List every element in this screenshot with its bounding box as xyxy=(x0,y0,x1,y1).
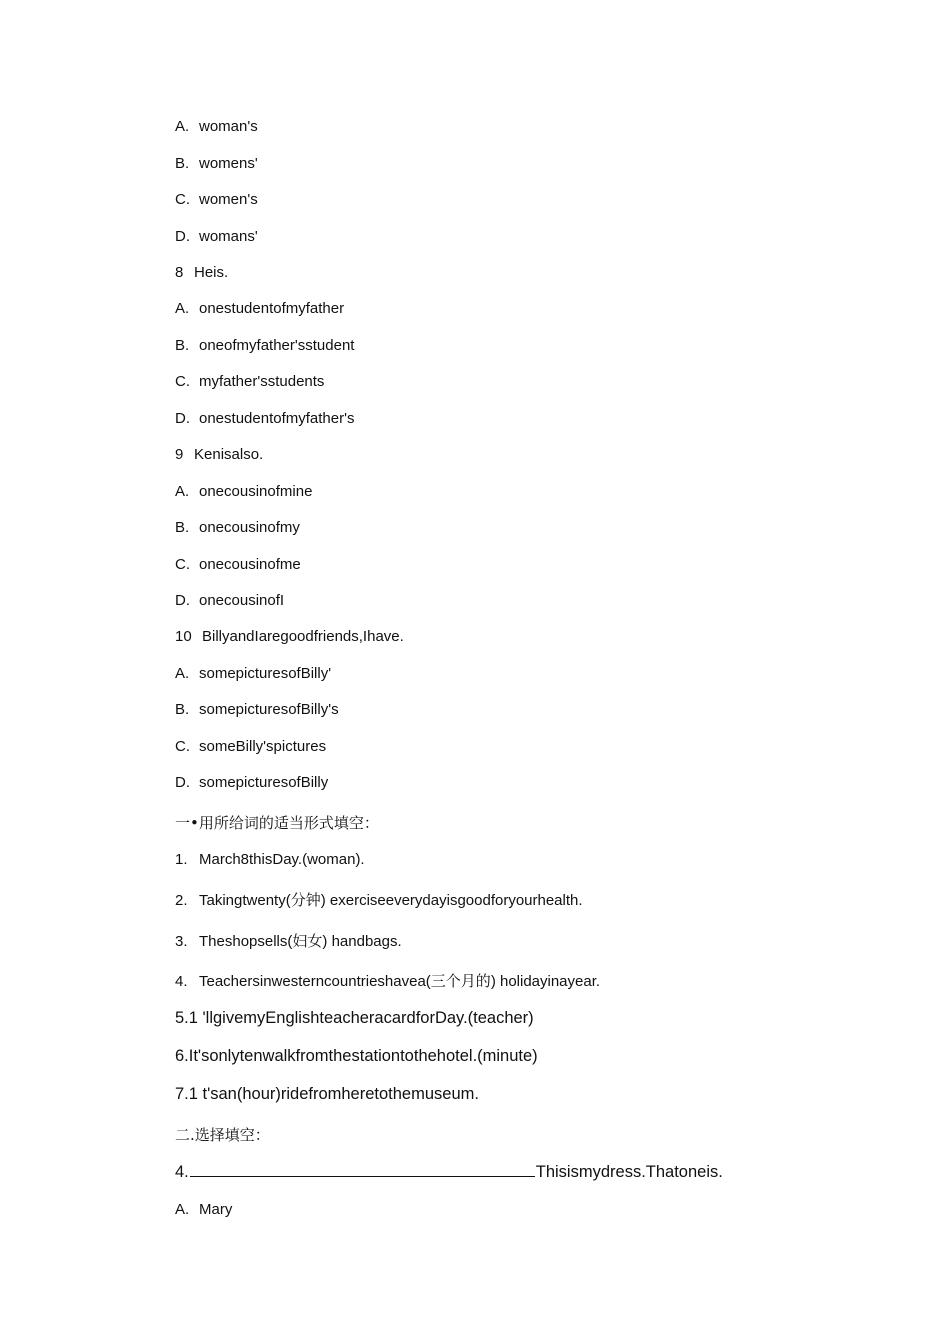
q10-option-b xyxy=(175,701,339,719)
q8-option-d xyxy=(175,410,354,428)
section1-item-5: 5.1 'llgivemyEnglishteacheracardforDay.(teacher) xyxy=(175,1009,534,1027)
item-text-post: ) handbags. xyxy=(322,933,402,950)
section1-item-6: 6.It'sonlytenwalkfromthestationtothehotel.(minute) xyxy=(175,1047,538,1065)
option-label: A. xyxy=(175,665,190,682)
q9-option-d xyxy=(175,592,284,610)
section1-item-3 xyxy=(175,932,402,951)
option-text: onestudentofmyfather's xyxy=(199,410,355,427)
q9-option-b xyxy=(175,519,300,537)
answer-blank xyxy=(190,1164,535,1177)
q10-stem xyxy=(175,628,404,646)
question-text: Heis. xyxy=(194,264,229,281)
section1-item-4 xyxy=(175,972,600,991)
option-text: women's xyxy=(199,191,258,208)
option-label: B. xyxy=(175,519,190,536)
question-text: Thisismydress.Thatoneis. xyxy=(535,1163,723,1181)
q9-option-a xyxy=(175,483,312,501)
q8-option-b xyxy=(175,337,354,355)
question-number: 4. xyxy=(175,1163,189,1181)
q7-option-a xyxy=(175,118,258,136)
item-number: 4. xyxy=(175,973,188,990)
option-text: somepicturesofBilly's xyxy=(199,701,339,718)
option-label: C. xyxy=(175,738,190,755)
option-text: somepicturesofBilly xyxy=(199,774,329,791)
section2-q4 xyxy=(175,1163,723,1181)
option-text: womens' xyxy=(199,155,258,172)
option-label: A. xyxy=(175,118,190,135)
q7-option-d xyxy=(175,228,258,246)
q10-option-d xyxy=(175,774,328,792)
option-text: onecousinofme xyxy=(199,556,301,573)
q10-option-c xyxy=(175,738,326,756)
option-text: woman's xyxy=(199,118,258,135)
option-label: C. xyxy=(175,373,190,390)
item-chinese-hint: 三个月的 xyxy=(430,972,491,990)
option-label: D. xyxy=(175,592,190,609)
q8-stem xyxy=(175,264,228,282)
option-label: D. xyxy=(175,410,190,427)
q10-option-a xyxy=(175,665,331,683)
option-label: B. xyxy=(175,155,190,172)
q8-option-a xyxy=(175,300,344,318)
item-text-post: ) exerciseeverydayisgoodforyourhealth. xyxy=(320,892,583,909)
item-number: 1. xyxy=(175,851,188,868)
item-text: March8thisDay.(woman). xyxy=(199,851,365,868)
section1-item-1 xyxy=(175,851,365,869)
question-number: 10 xyxy=(175,628,192,645)
item-text-pre: Theshopsells( xyxy=(199,933,293,950)
q7-option-b xyxy=(175,155,258,173)
option-label: B. xyxy=(175,701,190,718)
option-text: onestudentofmyfather xyxy=(199,300,345,317)
question-text: BillyandIaregoodfriends,Ihave. xyxy=(202,628,404,645)
item-text-pre: Takingtwenty( xyxy=(199,892,291,909)
option-label: D. xyxy=(175,228,190,245)
q8-option-c xyxy=(175,373,324,391)
item-chinese-hint: 分钟 xyxy=(290,891,321,909)
q9-stem xyxy=(175,446,263,464)
option-label: A. xyxy=(175,1201,190,1218)
q9-option-c xyxy=(175,556,301,574)
item-number: 3. xyxy=(175,933,188,950)
option-text: onecousinofI xyxy=(199,592,285,609)
question-number: 9 xyxy=(175,446,184,463)
option-text: onecousinofmine xyxy=(199,483,313,500)
option-text: womans' xyxy=(199,228,258,245)
item-text-pre: Teachersinwesterncountrieshavea( xyxy=(199,973,431,990)
option-text: oneofmyfather'sstudent xyxy=(199,337,355,354)
section1-item-7: 7.1 t'san(hour)ridefromheretothemuseum. xyxy=(175,1085,479,1103)
item-number: 2. xyxy=(175,892,188,909)
option-label: A. xyxy=(175,300,190,317)
option-text: Mary xyxy=(199,1201,233,1218)
option-label: D. xyxy=(175,774,190,791)
section2-heading: 二.选择填空： xyxy=(175,1126,270,1144)
section2-q4-option-a xyxy=(175,1201,232,1219)
q7-option-c xyxy=(175,191,258,209)
item-text-post: ) holidayinayear. xyxy=(490,973,601,990)
option-text: myfather'sstudents xyxy=(199,373,325,390)
option-label: C. xyxy=(175,556,190,573)
question-text: Kenisalso. xyxy=(194,446,264,463)
option-text: somepicturesofBilly' xyxy=(199,665,332,682)
option-label: A. xyxy=(175,483,190,500)
option-text: someBilly'spictures xyxy=(199,738,327,755)
question-number: 8 xyxy=(175,264,184,281)
option-label: C. xyxy=(175,191,190,208)
option-label: B. xyxy=(175,337,190,354)
section1-heading: 一•用所给词的适当形式填空： xyxy=(175,814,379,832)
section1-item-2 xyxy=(175,891,583,910)
item-chinese-hint: 妇女 xyxy=(292,932,323,950)
option-text: onecousinofmy xyxy=(199,519,300,536)
